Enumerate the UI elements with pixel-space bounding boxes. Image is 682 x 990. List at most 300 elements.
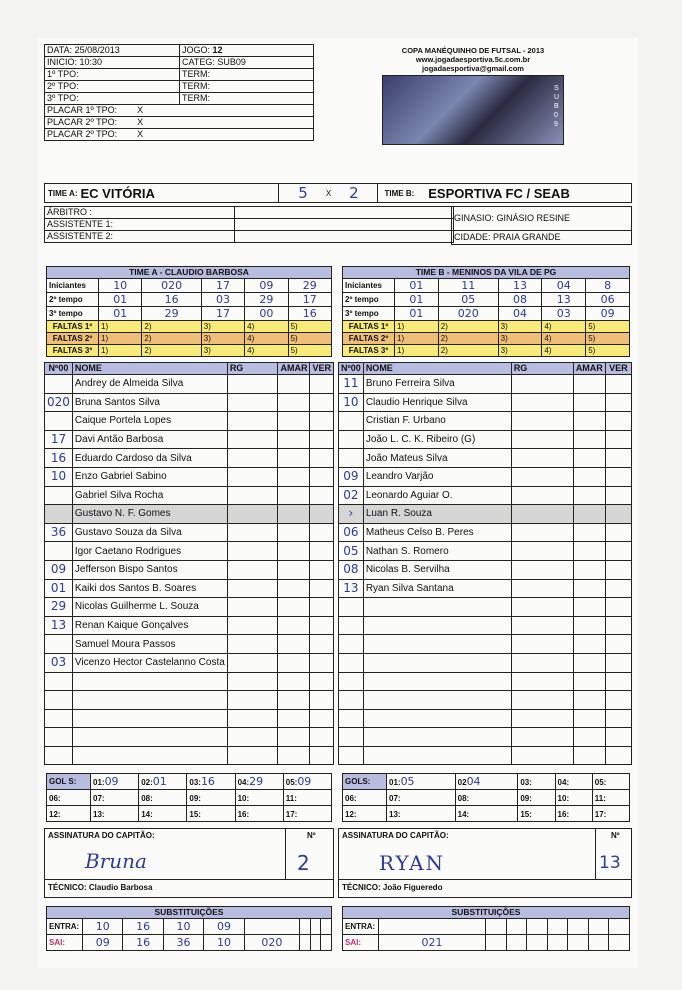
player-name: Cristian F. Urbano: [363, 412, 511, 431]
roster-row: [45, 728, 334, 747]
red-card: [605, 635, 631, 654]
lineup-number: 06: [586, 293, 630, 307]
sub-number: 09: [204, 919, 244, 935]
team-b-roster: [338, 362, 632, 765]
roster-b-ver-header: VER: [605, 363, 631, 375]
red-card: [605, 616, 631, 635]
player-rg: [227, 728, 278, 747]
goals-row: [47, 790, 332, 806]
player-name: Gustavo N. F. Gomes: [72, 505, 227, 524]
roster-row: [45, 467, 334, 486]
captain-b-num-label: Nº: [611, 831, 620, 840]
goals-row: [47, 774, 332, 790]
team-a-fouls-row: [47, 333, 332, 345]
subs-b-title: SUBSTITUIÇÕES: [343, 907, 630, 919]
goal-slot: 12:: [47, 806, 91, 822]
player-rg: [511, 672, 573, 691]
yellow-card: [573, 486, 605, 505]
foul-slot: 1): [395, 345, 439, 357]
team-b-lineup-row: [343, 293, 630, 307]
sub-number: [568, 935, 589, 951]
foul-slot: 2): [438, 333, 498, 345]
yellow-card: [573, 412, 605, 431]
red-card: [605, 691, 631, 710]
placar-1: PLACAR 1º TPO: X: [45, 105, 314, 117]
player-name: Bruno Ferreira Silva: [363, 375, 511, 394]
venue-table: [451, 206, 632, 245]
yellow-card: [278, 616, 310, 635]
red-card: [310, 691, 334, 710]
player-rg: [227, 579, 278, 598]
red-card: [310, 523, 334, 542]
player-rg: [227, 598, 278, 617]
player-name: Nicolas Guilherme L. Souza: [72, 598, 227, 617]
jersey-number: [45, 412, 73, 431]
team-a-fouls-row: [47, 345, 332, 357]
subs-entra-row: [47, 919, 332, 935]
player-rg: [511, 486, 573, 505]
foul-slot: 5): [288, 333, 331, 345]
goal-slot: 05:09: [283, 774, 331, 790]
foul-slot: 5): [288, 321, 331, 333]
captain-a-label: ASSINATURA DO CAPITÃO:: [48, 831, 155, 840]
player-name: Nicolas B. Servilha: [363, 560, 511, 579]
roster-row: [339, 691, 632, 710]
yellow-card: [278, 523, 310, 542]
subs-entra-label: ENTRA:: [343, 919, 379, 935]
red-card: [605, 393, 631, 412]
red-card: [605, 486, 631, 505]
player-rg: [227, 505, 278, 524]
yellow-card: [573, 393, 605, 412]
captain-b-signature: RYAN: [379, 851, 446, 875]
roster-a-name-header: NOME: [72, 363, 227, 375]
teams-line: [44, 183, 632, 203]
team-a-roster: [44, 362, 334, 765]
jersey-number: 020: [45, 393, 73, 412]
red-card: [310, 598, 334, 617]
red-card: [605, 375, 631, 394]
foul-slot: 2): [438, 345, 498, 357]
score-a: 5: [298, 184, 308, 202]
player-rg: [511, 523, 573, 542]
player-rg: [227, 375, 278, 394]
roster-row: [45, 393, 334, 412]
player-name: Nathan S. Romero: [363, 542, 511, 561]
player-rg: [227, 449, 278, 468]
yellow-card: [573, 635, 605, 654]
roster-row: [45, 616, 334, 635]
yellow-card: [573, 728, 605, 747]
goal-slot: 04:29: [235, 774, 283, 790]
jersey-number: [339, 691, 364, 710]
score-b: 2: [349, 184, 359, 202]
lineup-number: 01: [395, 279, 439, 293]
yellow-card: [573, 560, 605, 579]
lineup-number: 17: [201, 307, 244, 321]
red-card: [310, 542, 334, 561]
sub-number: [609, 935, 630, 951]
roster-row: [45, 560, 334, 579]
jersey-number: [339, 635, 364, 654]
team-a-lineup-row: [47, 293, 332, 307]
red-card: [605, 709, 631, 728]
player-name: [363, 746, 511, 765]
lineup-number: 020: [142, 279, 201, 293]
player-name: Kaiki dos Santos B. Soares: [72, 579, 227, 598]
player-name: [363, 598, 511, 617]
roster-row: [45, 691, 334, 710]
player-rg: [511, 412, 573, 431]
team-b-name: ESPORTIVA FC / SEAB: [428, 185, 570, 201]
red-card: [605, 728, 631, 747]
goal-slot: 09:: [518, 790, 555, 806]
lineup-row-label: 2º tempo: [47, 293, 99, 307]
lineup-number: 17: [288, 293, 331, 307]
yellow-card: [278, 412, 310, 431]
lineup-number: 13: [542, 293, 586, 307]
jersey-number: 03: [45, 653, 73, 672]
jersey-number: [45, 505, 73, 524]
foul-slot: 1): [395, 333, 439, 345]
foul-slot: 4): [542, 345, 586, 357]
player-rg: [511, 728, 573, 747]
fouls-label: FALTAS 1º: [343, 321, 395, 333]
lineup-number: 020: [438, 307, 498, 321]
foul-slot: 4): [245, 321, 288, 333]
roster-row: [45, 653, 334, 672]
sub-number: 021: [379, 935, 486, 951]
goal-slot: 16:: [555, 806, 592, 822]
foul-slot: 3): [201, 333, 244, 345]
sub-number: [300, 935, 311, 951]
team-photo: [382, 75, 564, 145]
goal-slot: 06:: [47, 790, 91, 806]
goal-slot: 15:: [518, 806, 555, 822]
yellow-card: [573, 598, 605, 617]
first-period-cell: 1º TPO:: [45, 69, 180, 81]
roster-row: [45, 412, 334, 431]
player-rg: [511, 598, 573, 617]
goal-slot: 17:: [283, 806, 331, 822]
goal-slot: 0204: [455, 774, 518, 790]
jersey-number: 29: [45, 598, 73, 617]
goal-slot: 14:: [455, 806, 518, 822]
player-name: Igor Caetano Rodrigues: [72, 542, 227, 561]
team-b-fouls-row: [343, 345, 630, 357]
jersey-number: 36: [45, 523, 73, 542]
sub-number: [321, 919, 332, 935]
goal-slot: 16:: [235, 806, 283, 822]
player-rg: [227, 635, 278, 654]
roster-row: [339, 653, 632, 672]
lineup-number: 00: [245, 307, 288, 321]
foul-slot: 4): [542, 333, 586, 345]
cidade-cell: CIDADE: PRAIA GRANDE: [452, 231, 632, 245]
sub-number: [379, 919, 486, 935]
player-rg: [227, 709, 278, 728]
roster-a-amar-header: AMAR: [278, 363, 310, 375]
player-name: [363, 691, 511, 710]
term-cell-3: TERM:: [180, 93, 314, 105]
foul-slot: 1): [395, 321, 439, 333]
player-name: Leonardo Aguiar O.: [363, 486, 511, 505]
roster-b-rg-header: RG: [511, 363, 573, 375]
yellow-card: [278, 375, 310, 394]
captain-a-num-label: Nº: [307, 831, 316, 840]
goal-slot: 02:01: [139, 774, 187, 790]
player-rg: [511, 393, 573, 412]
jersey-number: ›: [339, 505, 364, 524]
yellow-card: [573, 672, 605, 691]
jersey-number: 08: [339, 560, 364, 579]
goal-slot: 04:: [555, 774, 592, 790]
yellow-card: [278, 505, 310, 524]
red-card: [310, 505, 334, 524]
player-rg: [511, 467, 573, 486]
player-rg: [511, 505, 573, 524]
jersey-number: 13: [45, 616, 73, 635]
team-a-lineup-title: TIME A - CLAUDIO BARBOSA: [47, 267, 332, 279]
player-name: Enzo Gabriel Sabino: [72, 467, 227, 486]
player-rg: [511, 691, 573, 710]
roster-row: [339, 616, 632, 635]
tournament-logo: [378, 46, 568, 145]
foul-slot: 3): [498, 333, 542, 345]
player-rg: [227, 560, 278, 579]
roster-row: [45, 449, 334, 468]
lineup-number: 29: [245, 293, 288, 307]
red-card: [605, 449, 631, 468]
team-a-label: TIME A:: [48, 188, 78, 198]
red-card: [310, 672, 334, 691]
lineup-number: 09: [245, 279, 288, 293]
goal-slot: 11:: [592, 790, 629, 806]
lineup-number: 13: [498, 279, 542, 293]
player-name: [72, 672, 227, 691]
team-a-lineup-row: [47, 307, 332, 321]
roster-row: [339, 709, 632, 728]
jersey-number: 01: [45, 579, 73, 598]
lineup-number: 04: [498, 307, 542, 321]
roster-row: [45, 430, 334, 449]
lineup-number: 8: [586, 279, 630, 293]
sub-number: [588, 919, 609, 935]
player-rg: [227, 653, 278, 672]
term-cell-1: TERM:: [180, 69, 314, 81]
roster-row: [339, 560, 632, 579]
lineup-row-label: Iniciantes: [47, 279, 99, 293]
jersey-number: [45, 375, 73, 394]
player-name: [363, 728, 511, 747]
fouls-label: FALTAS 3º: [47, 345, 99, 357]
roster-row: [339, 467, 632, 486]
jersey-number: [339, 709, 364, 728]
score-x: X: [325, 188, 332, 198]
jersey-number: 06: [339, 523, 364, 542]
goal-slot: 08:: [139, 790, 187, 806]
foul-slot: 5): [288, 345, 331, 357]
player-rg: [227, 691, 278, 710]
player-name: Leandro Varjão: [363, 467, 511, 486]
jersey-number: [45, 746, 73, 765]
foul-slot: 5): [586, 345, 630, 357]
jersey-number: [339, 430, 364, 449]
lineup-row-label: 2º tempo: [343, 293, 395, 307]
foul-slot: 1): [99, 345, 142, 357]
yellow-card: [278, 691, 310, 710]
foul-slot: 1): [99, 321, 142, 333]
lineup-number: 03: [542, 307, 586, 321]
captain-a-number: 2: [297, 851, 310, 875]
placar-2: PLACAR 2º TPO: X: [45, 117, 314, 129]
red-card: [605, 598, 631, 617]
player-rg: [511, 375, 573, 394]
player-name: Claudio Henrique Silva: [363, 393, 511, 412]
player-rg: [511, 430, 573, 449]
roster-row: [45, 746, 334, 765]
team-a-fouls-row: [47, 321, 332, 333]
team-b-substitutions: [342, 906, 630, 951]
roster-row: [339, 672, 632, 691]
sub-number: [321, 935, 332, 951]
player-name: Renan Kaique Gonçalves: [72, 616, 227, 635]
sub-number: 10: [163, 919, 203, 935]
foul-slot: 3): [201, 321, 244, 333]
lineup-number: 01: [99, 293, 142, 307]
roster-row: [45, 486, 334, 505]
red-card: [605, 579, 631, 598]
player-name: Eduardo Cardoso da Silva: [72, 449, 227, 468]
player-rg: [227, 746, 278, 765]
player-rg: [511, 653, 573, 672]
coach-b: TÉCNICO: João Figueredo: [342, 883, 443, 892]
subs-entra-row: [343, 919, 630, 935]
sub-number: [506, 935, 527, 951]
game-info-table: [44, 44, 314, 141]
team-b-captain-box: [338, 828, 632, 898]
goals-row: [343, 790, 630, 806]
subs-sai-label: SAI:: [47, 935, 83, 951]
lineup-number: 16: [288, 307, 331, 321]
player-name: Luan R. Souza: [363, 505, 511, 524]
roster-a-ver-header: VER: [310, 363, 334, 375]
player-name: [363, 672, 511, 691]
red-card: [310, 393, 334, 412]
player-name: Andrey de Almeida Silva: [72, 375, 227, 394]
team-a-lineup: [46, 266, 332, 357]
arbitro-cell: ÁRBITRO :: [45, 207, 235, 219]
lineup-number: 16: [142, 293, 201, 307]
jersey-number: [339, 746, 364, 765]
sub-number: 16: [123, 919, 163, 935]
player-name: [72, 691, 227, 710]
photo-side-text: SUB09: [554, 85, 560, 128]
roster-row: [339, 542, 632, 561]
score-box: [278, 184, 378, 202]
player-rg: [511, 709, 573, 728]
goal-slot: 01:05: [387, 774, 456, 790]
lineup-number: 08: [498, 293, 542, 307]
player-name: Gustavo Souza da Silva: [72, 523, 227, 542]
goal-slot: 09:: [187, 790, 235, 806]
team-a-goals: [46, 773, 332, 822]
yellow-card: [278, 746, 310, 765]
yellow-card: [573, 449, 605, 468]
goal-slot: 17:: [592, 806, 629, 822]
lineup-row-label: 3º tempo: [47, 307, 99, 321]
roster-row: [339, 412, 632, 431]
red-card: [310, 467, 334, 486]
date-cell: DATA: 25/08/2013: [45, 45, 180, 57]
lineup-number: 29: [288, 279, 331, 293]
goal-slot: 08:: [455, 790, 518, 806]
roster-row: [45, 375, 334, 394]
roster-row: [339, 449, 632, 468]
jersey-number: 10: [45, 467, 73, 486]
yellow-card: [278, 393, 310, 412]
foul-slot: 3): [201, 345, 244, 357]
sub-number: [485, 935, 506, 951]
red-card: [605, 430, 631, 449]
yellow-card: [573, 746, 605, 765]
red-card: [310, 560, 334, 579]
ginasio-cell: GINASIO: GINÁSIO RESINE: [452, 207, 632, 231]
player-name: João Mateus Silva: [363, 449, 511, 468]
captain-a-signature: Bruna: [85, 849, 147, 873]
red-card: [310, 412, 334, 431]
sub-number: [244, 919, 299, 935]
player-name: Vicenzo Hector Castelanno Costa: [72, 653, 227, 672]
team-b-lineup-row: [343, 279, 630, 293]
yellow-card: [573, 616, 605, 635]
start-time-cell: INICIO: 10:30: [45, 57, 180, 69]
team-b-lineup: [342, 266, 630, 357]
foul-slot: 2): [438, 321, 498, 333]
roster-row: [45, 505, 334, 524]
lineup-number: 03: [201, 293, 244, 307]
sub-number: 16: [123, 935, 163, 951]
team-b-label: TIME B:: [384, 188, 415, 198]
goal-slot: 10:: [555, 790, 592, 806]
roster-row: [45, 523, 334, 542]
sub-number: [568, 919, 589, 935]
team-b-fouls-row: [343, 321, 630, 333]
foul-slot: 4): [245, 333, 288, 345]
sub-number: [527, 919, 548, 935]
player-rg: [511, 542, 573, 561]
yellow-card: [573, 467, 605, 486]
goal-slot: 15:: [187, 806, 235, 822]
red-card: [310, 430, 334, 449]
yellow-card: [278, 709, 310, 728]
officials-table: [44, 206, 454, 243]
player-rg: [227, 616, 278, 635]
foul-slot: 4): [245, 345, 288, 357]
roster-b-name-header: NOME: [363, 363, 511, 375]
score-sheet: [38, 38, 638, 968]
yellow-card: [278, 560, 310, 579]
lineup-row-label: Iniciantes: [343, 279, 395, 293]
player-name: [72, 709, 227, 728]
category-cell: CATEG: SUB09: [180, 57, 314, 69]
player-rg: [227, 672, 278, 691]
player-rg: [227, 486, 278, 505]
red-card: [605, 412, 631, 431]
lineup-number: 17: [201, 279, 244, 293]
foul-slot: 4): [542, 321, 586, 333]
goal-slot: 10:: [235, 790, 283, 806]
